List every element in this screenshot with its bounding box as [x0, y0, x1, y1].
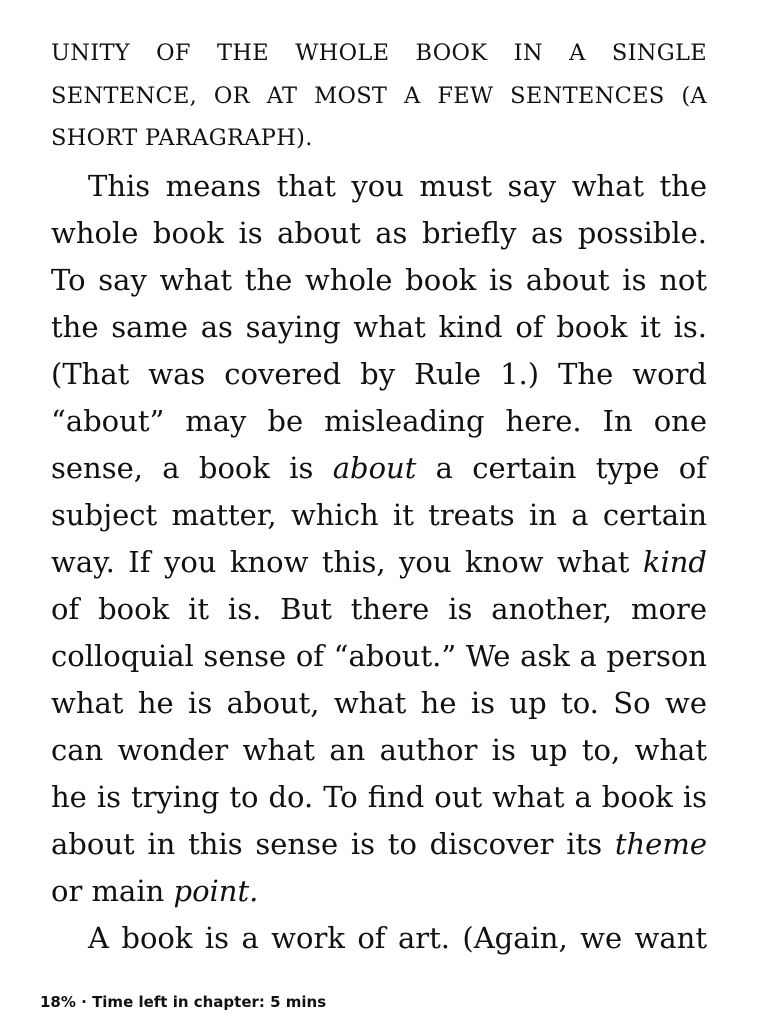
paragraph-line: sense, a book is about a certain type of [51, 450, 707, 485]
paragraph-line: of book it is. But there is another, more [51, 591, 707, 626]
emphasis-kind: kind [642, 544, 707, 579]
next-page-tap-zone[interactable] [638, 0, 758, 980]
emphasis-theme: theme [614, 827, 707, 862]
paragraph-line: or main point. [51, 874, 259, 909]
emphasis-point: point. [173, 874, 259, 909]
paragraph-line: can wonder what an author is up to, what [51, 733, 707, 768]
paragraph-line: he is trying to do. To find out what a book is [51, 780, 707, 815]
paragraph-theme [51, 163, 707, 916]
progress-percent: 18% [40, 993, 76, 1011]
paragraph-line: way. If you know this, you know what kind [51, 544, 707, 579]
paragraph-line: the same as saying what kind of book it is. [51, 309, 707, 344]
rule-statement-line: SENTENCE, OR AT MOST A FEW SENTENCES (A [51, 82, 707, 109]
time-left-in-chapter: Time left in chapter: 5 mins [92, 993, 327, 1011]
rule-statement-line: SHORT PARAGRAPH). [51, 125, 313, 151]
paragraph-work-of-art [51, 915, 707, 962]
paragraph-line: A book is a work of art. (Again, we want [88, 921, 707, 956]
paragraph-line: what he is about, what he is up to. So we [51, 686, 707, 721]
footer-separator: · [75, 993, 93, 1011]
paragraph-line: “about” may be misleading here. In one [51, 403, 707, 438]
previous-page-tap-zone[interactable] [0, 0, 120, 980]
paragraph-line: subject matter, which it treats in a certain [51, 497, 707, 532]
reading-page [51, 32, 707, 962]
rule-statement [51, 32, 707, 160]
paragraph-line: colloquial sense of “about.” We ask a person [51, 638, 707, 673]
paragraph-line: To say what the whole book is about is not [51, 262, 707, 297]
rule-statement-line: UNITY OF THE WHOLE BOOK IN A SINGLE [51, 40, 707, 66]
paragraph-line: about in this sense is to discover its theme [51, 827, 707, 862]
emphasis-about: about [332, 450, 417, 485]
paragraph-line: This means that you must say what the [88, 168, 707, 203]
paragraph-line: (That was covered by Rule 1.) The word [51, 356, 707, 391]
reading-progress-footer[interactable] [40, 993, 326, 1011]
paragraph-line: whole book is about as briefly as possible. [51, 215, 707, 250]
